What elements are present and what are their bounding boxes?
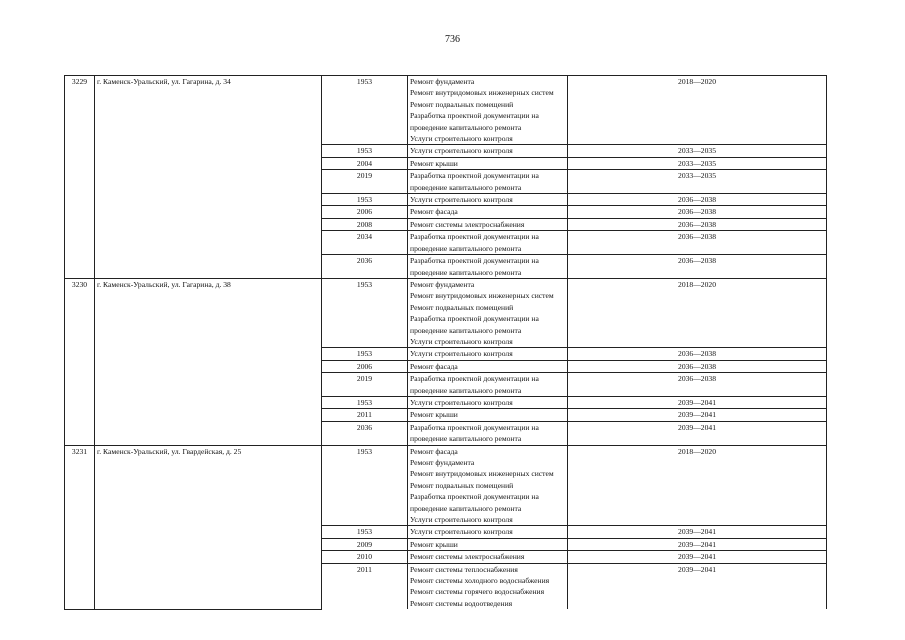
work-item: Услуги строительного контроля bbox=[410, 146, 513, 156]
work-year: 1953 bbox=[322, 526, 408, 538]
work-list bbox=[408, 157, 568, 169]
work-period: 2033—2035 bbox=[568, 145, 827, 157]
work-list bbox=[408, 421, 568, 445]
work-item: Ремонт подвальных помещений bbox=[410, 480, 514, 490]
entry-address: г. Каменск-Уральский, ул. Гагарина, д. 34 bbox=[95, 76, 322, 279]
work-year: 2034 bbox=[322, 231, 408, 255]
table-row bbox=[65, 278, 827, 347]
work-list bbox=[408, 278, 568, 347]
work-item: Услуги строительного контроля bbox=[410, 527, 513, 537]
work-item: Ремонт внутридомовых инженерных систем bbox=[410, 469, 554, 479]
work-item: проведение капитального ремонта bbox=[410, 243, 522, 253]
work-list bbox=[408, 360, 568, 372]
work-period: 2039—2041 bbox=[568, 421, 827, 445]
work-item: Разработка проектной документации на bbox=[410, 232, 539, 242]
work-period: 2039—2041 bbox=[568, 563, 827, 609]
work-item: Услуги строительного контроля bbox=[410, 336, 513, 346]
work-period: 2036—2038 bbox=[568, 360, 827, 372]
work-period: 2033—2035 bbox=[568, 157, 827, 169]
work-list bbox=[408, 194, 568, 206]
work-year: 2009 bbox=[322, 538, 408, 550]
work-item: проведение капитального ремонта bbox=[410, 325, 522, 335]
entry-number: 3229 bbox=[65, 76, 95, 279]
work-year: 1953 bbox=[322, 396, 408, 408]
work-period: 2018—2020 bbox=[568, 278, 827, 347]
work-item: Ремонт системы теплоснабжения bbox=[410, 564, 518, 574]
work-item: Услуги строительного контроля bbox=[410, 195, 513, 205]
work-list bbox=[408, 538, 568, 550]
work-year: 1953 bbox=[322, 194, 408, 206]
work-item: Услуги строительного контроля bbox=[410, 349, 513, 359]
work-item: Ремонт крыши bbox=[410, 539, 458, 549]
work-period: 2018—2020 bbox=[568, 445, 827, 526]
work-item: Ремонт фундамента bbox=[410, 77, 475, 86]
work-year: 2019 bbox=[322, 373, 408, 397]
entry-address: г. Каменск-Уральский, ул. Гагарина, д. 38 bbox=[95, 278, 322, 445]
work-item: Ремонт системы холодного водоснабжения bbox=[410, 576, 550, 586]
work-item: Ремонт подвальных помещений bbox=[410, 302, 514, 312]
work-period: 2036—2038 bbox=[568, 255, 827, 279]
work-item: Ремонт фасада bbox=[410, 207, 458, 217]
work-item: Ремонт подвальных помещений bbox=[410, 99, 514, 109]
entry-number: 3231 bbox=[65, 445, 95, 609]
work-year: 2006 bbox=[322, 206, 408, 218]
work-item: Услуги строительного контроля bbox=[410, 397, 513, 407]
work-item: проведение капитального ремонта bbox=[410, 182, 522, 192]
work-year: 2036 bbox=[322, 421, 408, 445]
work-year: 1953 bbox=[322, 145, 408, 157]
work-item: Разработка проектной документации на bbox=[410, 171, 539, 181]
work-item: Разработка проектной документации на bbox=[410, 492, 539, 502]
work-year: 1953 bbox=[322, 278, 408, 347]
work-item: проведение капитального ремонта bbox=[410, 385, 522, 395]
work-item: проведение капитального ремонта bbox=[410, 267, 522, 277]
work-item: Ремонт крыши bbox=[410, 158, 458, 168]
table-row bbox=[65, 445, 827, 526]
page-number: 736 bbox=[445, 34, 460, 45]
work-item: Ремонт крыши bbox=[410, 410, 458, 420]
table-row bbox=[65, 76, 827, 145]
work-year: 2019 bbox=[322, 170, 408, 194]
work-period: 2039—2041 bbox=[568, 526, 827, 538]
work-item: Ремонт фасада bbox=[410, 361, 458, 371]
capital-repair-table bbox=[64, 75, 827, 610]
work-period: 2036—2038 bbox=[568, 206, 827, 218]
work-item: Разработка проектной документации на bbox=[410, 374, 539, 384]
work-item: Услуги строительного контроля bbox=[410, 515, 513, 525]
work-item: Ремонт внутридомовых инженерных систем bbox=[410, 88, 554, 98]
work-item: Ремонт внутридомовых инженерных систем bbox=[410, 291, 554, 301]
work-period: 2036—2038 bbox=[568, 218, 827, 230]
work-item: Ремонт системы горячего водоснабжения bbox=[410, 587, 545, 597]
work-year: 2011 bbox=[322, 409, 408, 421]
work-list bbox=[408, 373, 568, 397]
work-item: Разработка проектной документации на bbox=[410, 422, 539, 432]
work-list bbox=[408, 231, 568, 255]
work-list bbox=[408, 551, 568, 563]
work-item: проведение капитального ремонта bbox=[410, 122, 522, 132]
work-item: проведение капитального ремонта bbox=[410, 434, 522, 444]
work-year: 2036 bbox=[322, 255, 408, 279]
work-list bbox=[408, 218, 568, 230]
work-list bbox=[408, 396, 568, 408]
work-period: 2039—2041 bbox=[568, 396, 827, 408]
work-period: 2036—2038 bbox=[568, 348, 827, 360]
work-list bbox=[408, 526, 568, 538]
work-year: 2008 bbox=[322, 218, 408, 230]
work-list bbox=[408, 170, 568, 194]
work-item: Ремонт фундамента bbox=[410, 279, 475, 289]
entry-number: 3230 bbox=[65, 278, 95, 445]
work-item: Ремонт системы электроснабжения bbox=[410, 552, 525, 562]
work-list bbox=[408, 563, 568, 609]
work-item: Разработка проектной документации на bbox=[410, 314, 539, 324]
work-item: Ремонт системы электроснабжения bbox=[410, 219, 525, 229]
work-period: 2033—2035 bbox=[568, 170, 827, 194]
work-item: Ремонт фундамента bbox=[410, 458, 475, 467]
work-list bbox=[408, 255, 568, 279]
work-item: Разработка проектной документации на bbox=[410, 111, 539, 121]
work-period: 2036—2038 bbox=[568, 194, 827, 206]
work-list bbox=[408, 206, 568, 218]
work-item: Ремонт фасада bbox=[410, 446, 458, 456]
work-year: 2010 bbox=[322, 551, 408, 563]
work-item: Разработка проектной документации на bbox=[410, 256, 539, 266]
work-list bbox=[408, 145, 568, 157]
work-list bbox=[408, 445, 568, 526]
work-year: 2004 bbox=[322, 157, 408, 169]
work-year: 1953 bbox=[322, 445, 408, 526]
entry-address: г. Каменск-Уральский, ул. Гвардейская, д. 25 bbox=[95, 445, 322, 609]
work-period: 2036—2038 bbox=[568, 373, 827, 397]
work-year: 1953 bbox=[322, 76, 408, 145]
work-year: 2006 bbox=[322, 360, 408, 372]
work-year: 1953 bbox=[322, 348, 408, 360]
work-year: 2011 bbox=[322, 563, 408, 609]
work-period: 2039—2041 bbox=[568, 409, 827, 421]
work-period: 2039—2041 bbox=[568, 551, 827, 563]
work-item: Ремонт системы водоотведения bbox=[410, 598, 513, 608]
work-item: Услуги строительного контроля bbox=[410, 134, 513, 144]
work-list bbox=[408, 348, 568, 360]
work-period: 2018—2020 bbox=[568, 76, 827, 145]
work-list bbox=[408, 409, 568, 421]
work-item: проведение капитального ремонта bbox=[410, 503, 522, 513]
work-period: 2036—2038 bbox=[568, 231, 827, 255]
work-period: 2039—2041 bbox=[568, 538, 827, 550]
work-list bbox=[408, 76, 568, 145]
